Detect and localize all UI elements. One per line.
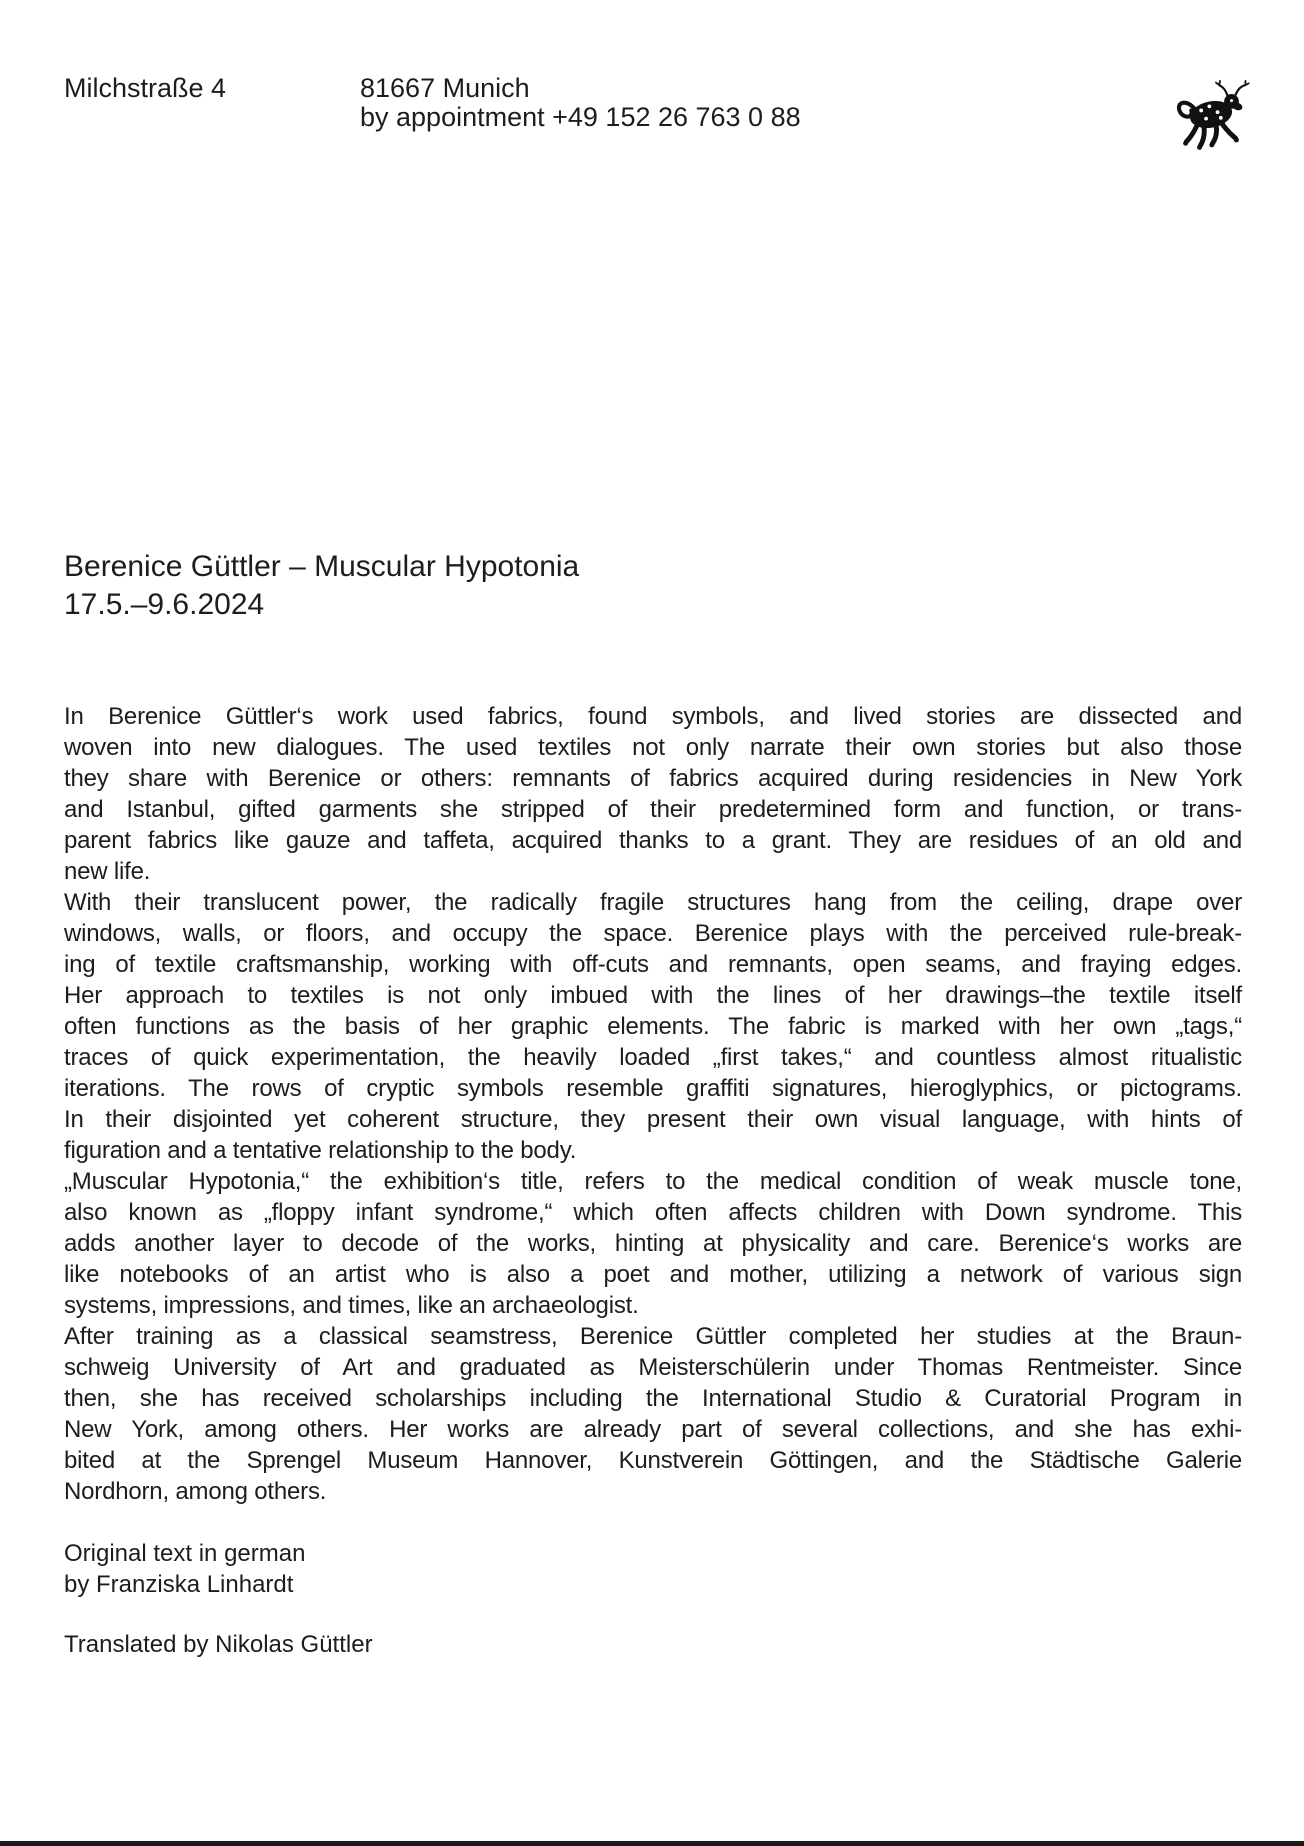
bottom-bar xyxy=(0,1841,1304,1846)
body-text-line: woven into new dialogues. The used textiles not only narrate their own stories but also those xyxy=(64,734,1242,761)
header-contact xyxy=(360,74,801,132)
body-text-line: they share with Berenice or others: remnants of fabrics acquired during residencies in New York xyxy=(64,765,1242,792)
credits-original-line1: Original text in german xyxy=(64,1540,306,1567)
exhibition-title: Berenice Güttler – Muscular Hypotonia xyxy=(64,550,580,583)
body-text xyxy=(64,701,1242,1507)
credits-original-line2: by Franziska Linhardt xyxy=(64,1571,294,1598)
body-text-line: With their translucent power, the radically fragile structures hang from the ceiling, drape over xyxy=(64,889,1242,916)
body-text-line: then, she has received scholarships including the International Studio & Curatorial Program in xyxy=(64,1385,1242,1412)
exhibition-dates: 17.5.–9.6.2024 xyxy=(64,588,265,621)
body-text-line: Her approach to textiles is not only imbued with the lines of her drawings–the textile itself xyxy=(64,982,1242,1009)
credits-original xyxy=(64,1538,305,1600)
body-text-line: schweig University of Art and graduated as Meisterschülerin under Thomas Rentmeister. Since xyxy=(64,1354,1242,1381)
body-text-line: bited at the Sprengel Museum Hannover, Kunstverein Göttingen, and the Städtische Galerie xyxy=(64,1447,1242,1474)
body-text-line: After training as a classical seamstress, Berenice Güttler completed her studies at the Braun- xyxy=(64,1323,1242,1350)
body-text-line: iterations. The rows of cryptic symbols resemble graffiti signatures, hieroglyphics, or pictograms. xyxy=(64,1075,1242,1102)
body-text-line: also known as „floppy infant syndrome,“ which often affects children with Down syndrome. This xyxy=(64,1199,1242,1226)
body-text-line: adds another layer to decode of the works, hinting at physicality and care. Berenice‘s works are xyxy=(64,1230,1242,1257)
body-text-line: new life. xyxy=(64,858,151,885)
body-text-line: windows, walls, or floors, and occupy the space. Berenice plays with the perceived rule-break- xyxy=(64,920,1242,947)
body-text-line: ing of textile craftsmanship, working with off-cuts and remnants, open seams, and fraying edges. xyxy=(64,951,1242,978)
body-text-line: often functions as the basis of her graphic elements. The fabric is marked with her own „tags,“ xyxy=(64,1013,1242,1040)
body-text-line: traces of quick experimentation, the heavily loaded „first takes,“ and countless almost ritualistic xyxy=(64,1044,1242,1071)
header-city: 81667 Munich xyxy=(360,73,530,103)
body-text-line: systems, impressions, and times, like an archaeologist. xyxy=(64,1292,639,1319)
header-address: Milchstraße 4 xyxy=(64,73,227,103)
body-text-line: figuration and a tentative relationship to the body. xyxy=(64,1137,577,1164)
body-text-line: In Berenice Güttler‘s work used fabrics, found symbols, and lived stories are dissected and xyxy=(64,703,1242,730)
credits-translated: Translated by Nikolas Güttler xyxy=(64,1631,373,1658)
body-text-line: and Istanbul, gifted garments she stripped of their predetermined form and function, or trans- xyxy=(64,796,1242,823)
body-text-line: In their disjointed yet coherent structure, they present their own visual language, with hints of xyxy=(64,1106,1242,1133)
taurus-bull-logo[interactable] xyxy=(1170,78,1252,156)
body-text-line: „Muscular Hypotonia,“ the exhibition‘s title, refers to the medical condition of weak muscle tone, xyxy=(64,1168,1242,1195)
taurus-bull-icon xyxy=(1170,78,1252,156)
body-text-line: parent fabrics like gauze and taffeta, acquired thanks to a grant. They are residues of an old and xyxy=(64,827,1242,854)
body-text-line: Nordhorn, among others. xyxy=(64,1478,327,1505)
body-text-line: New York, among others. Her works are already part of several collections, and she has exhi- xyxy=(64,1416,1242,1443)
header-appointment: by appointment +49 152 26 763 0 88 xyxy=(360,102,801,132)
title-block xyxy=(64,548,579,624)
body-text-line: like notebooks of an artist who is also a poet and mother, utilizing a network of various sign xyxy=(64,1261,1242,1288)
